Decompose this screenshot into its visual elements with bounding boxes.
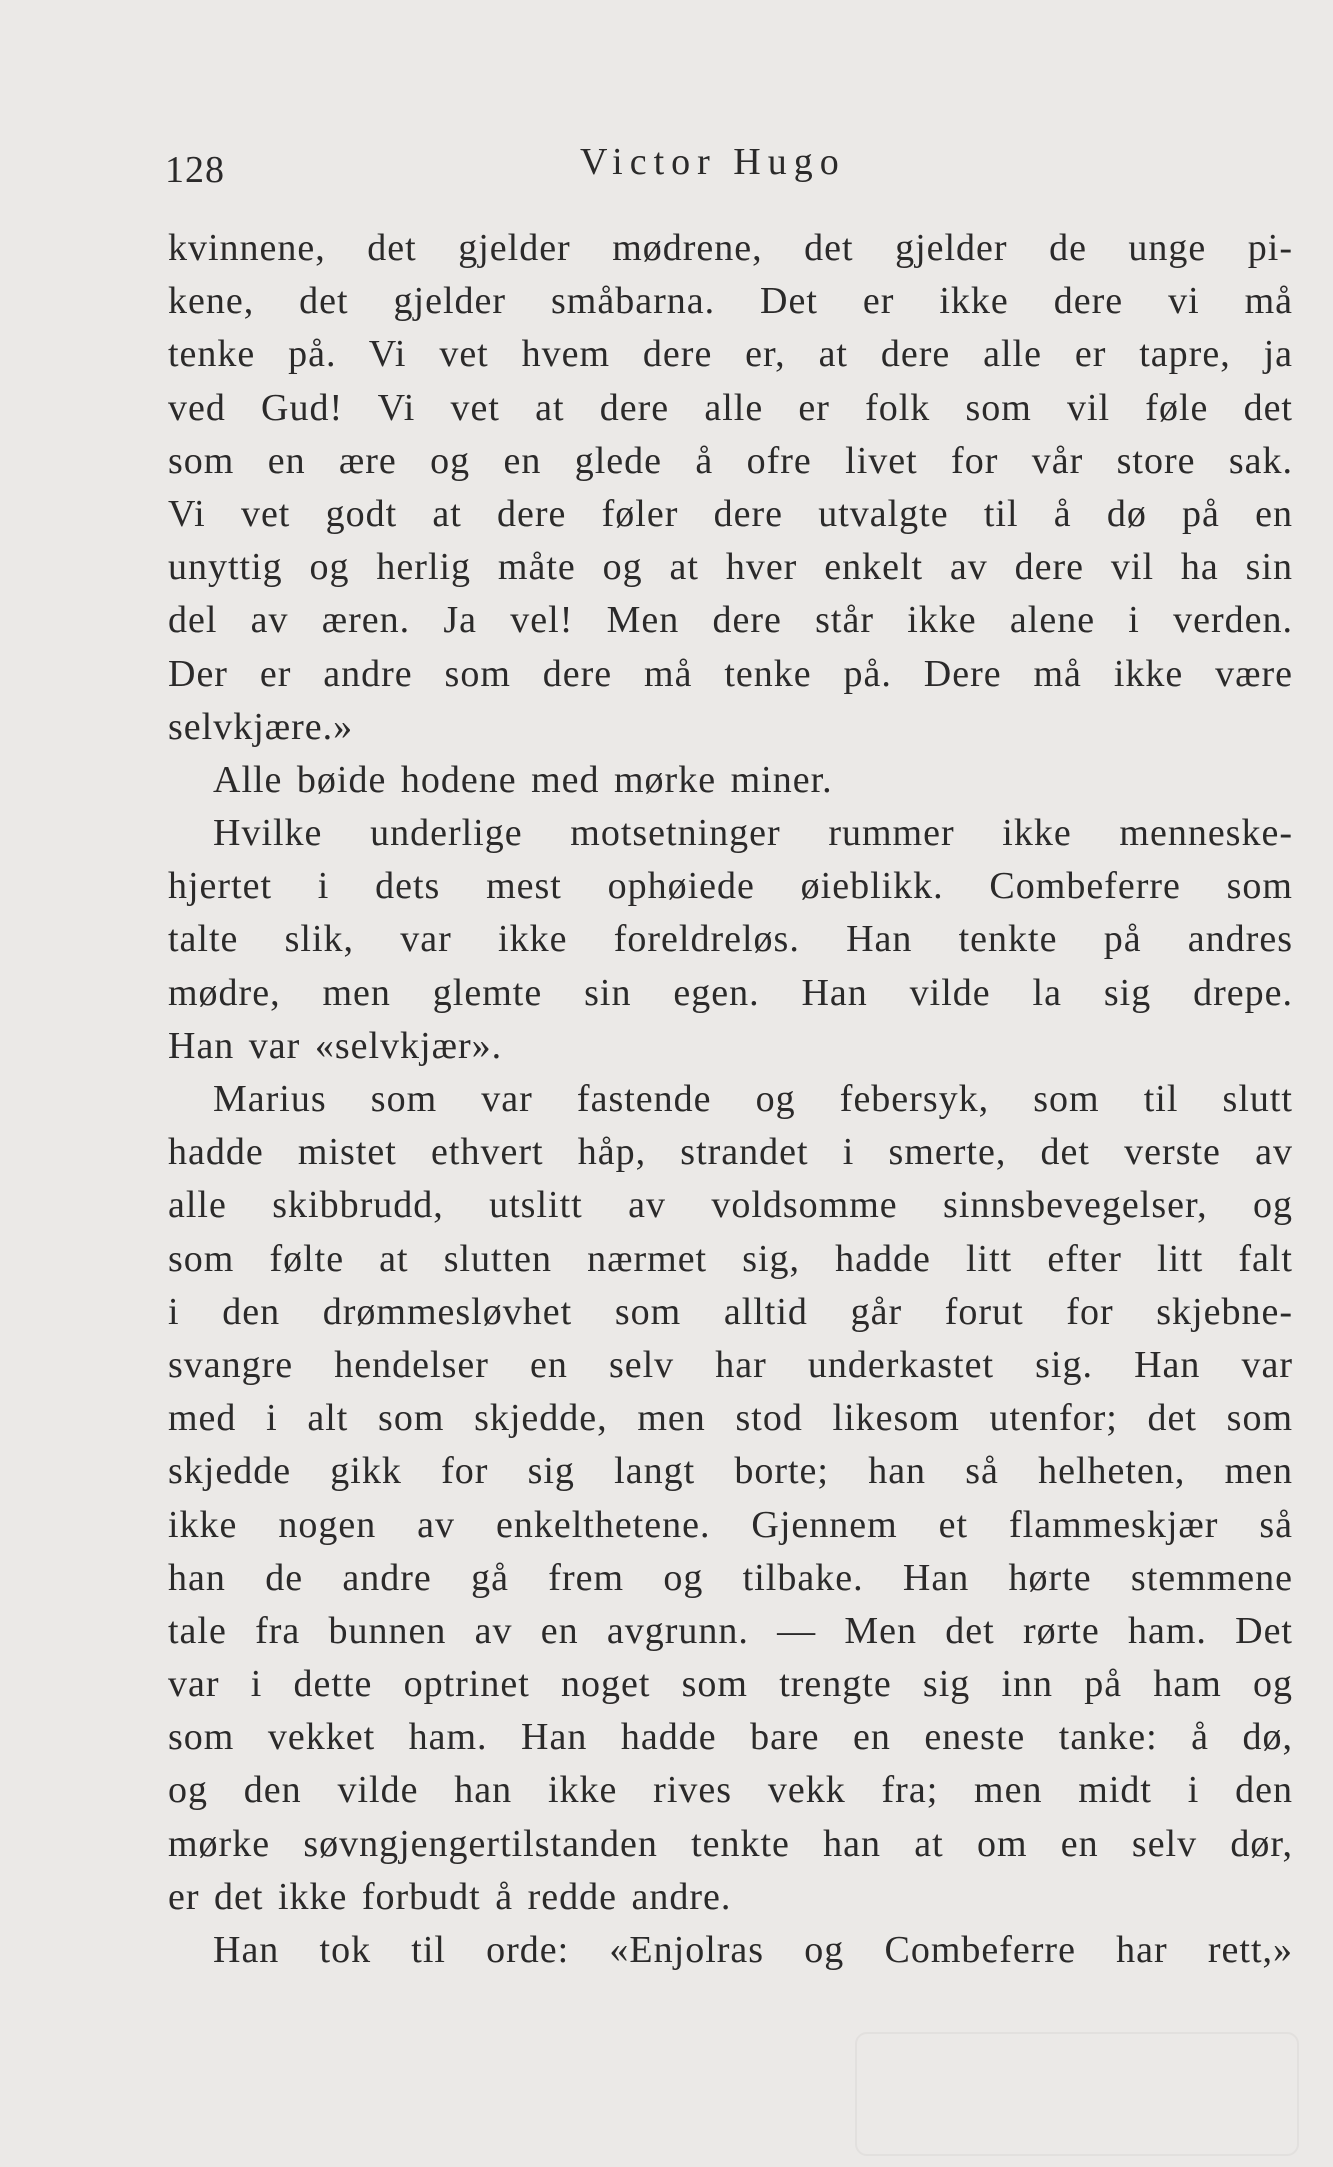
text-line: tenke på. Vi vet hvem dere er, at dere alle er tapre, ja [168, 333, 1293, 376]
text-line: del av æren. Ja vel! Men dere står ikke alene i verden. [168, 599, 1293, 642]
text-line: ved Gud! Vi vet at dere alle er folk som vil føle det [168, 386, 1293, 429]
text-line: hadde mistet ethvert håp, strandet i smerte, det verste av [168, 1131, 1293, 1174]
text-line: svangre hendelser en selv har underkastet sig. Han var [168, 1343, 1293, 1386]
text-line: tale fra bunnen av en avgrunn. — Men det rørte ham. Det [168, 1609, 1293, 1652]
text-line: talte slik, var ikke foreldreløs. Han tenkte på andres [168, 918, 1293, 961]
text-line: Marius som var fastende og febersyk, som til slutt [213, 1078, 1293, 1120]
running-title: Victor Hugo [580, 141, 846, 183]
text-line: Der er andre som dere må tenke på. Dere må ikke være [168, 652, 1293, 695]
text-line: han de andre gå frem og tilbake. Han hørte stemmene [168, 1556, 1293, 1599]
text-line: mørke søvngjengertilstanden tenkte han at om en selv dør, [168, 1822, 1293, 1865]
body-text [168, 222, 1293, 1977]
text-line: er det ikke forbudt å redde andre. [168, 1875, 732, 1918]
page-number: 128 [165, 149, 225, 191]
text-line: og den vilde han ikke rives vekk fra; men midt i den [168, 1769, 1293, 1812]
text-line: hjertet i dets mest ophøiede øieblikk. Combeferre som [168, 865, 1293, 908]
text-line: var i dette optrinet noget som trengte sig inn på ham og [168, 1663, 1293, 1706]
text-line: som følte at slutten nærmet sig, hadde litt efter litt falt [168, 1237, 1293, 1280]
page-stain [855, 2032, 1299, 2156]
text-line: kvinnene, det gjelder mødrene, det gjelder de unge pi- [168, 227, 1293, 269]
text-line: som en ære og en glede å ofre livet for vår store sak. [168, 439, 1293, 482]
text-line: i den drømmesløvhet som alltid går forut for skjebne- [168, 1290, 1293, 1333]
text-line: Alle bøide hodene med mørke miner. [213, 758, 833, 801]
text-line: med i alt som skjedde, men stod likesom utenfor; det som [168, 1397, 1293, 1440]
text-line: selvkjære.» [168, 705, 354, 748]
text-line: Hvilke underlige motsetninger rummer ikke menneske- [213, 812, 1293, 855]
text-line: ikke nogen av enkelthetene. Gjennem et flammeskjær så [168, 1503, 1293, 1546]
text-line: skjedde gikk for sig langt borte; han så helheten, men [168, 1450, 1293, 1493]
text-line: unyttig og herlig måte og at hver enkelt av dere vil ha sin [168, 546, 1293, 589]
text-line: som vekket ham. Han hadde bare en eneste tanke: å dø, [168, 1716, 1293, 1759]
text-line: mødre, men glemte sin egen. Han vilde la sig drepe. [168, 971, 1293, 1014]
text-line: Han var «selvkjær». [168, 1024, 503, 1067]
text-line: alle skibbrudd, utslitt av voldsomme sinnsbevegelser, og [168, 1184, 1293, 1227]
text-line: Han tok til orde: «Enjolras og Combeferre har rett,» [213, 1929, 1293, 1971]
page-header [165, 140, 1295, 200]
text-line: Vi vet godt at dere føler dere utvalgte til å dø på en [168, 492, 1293, 535]
text-line: kene, det gjelder småbarna. Det er ikke dere vi må [168, 280, 1293, 323]
